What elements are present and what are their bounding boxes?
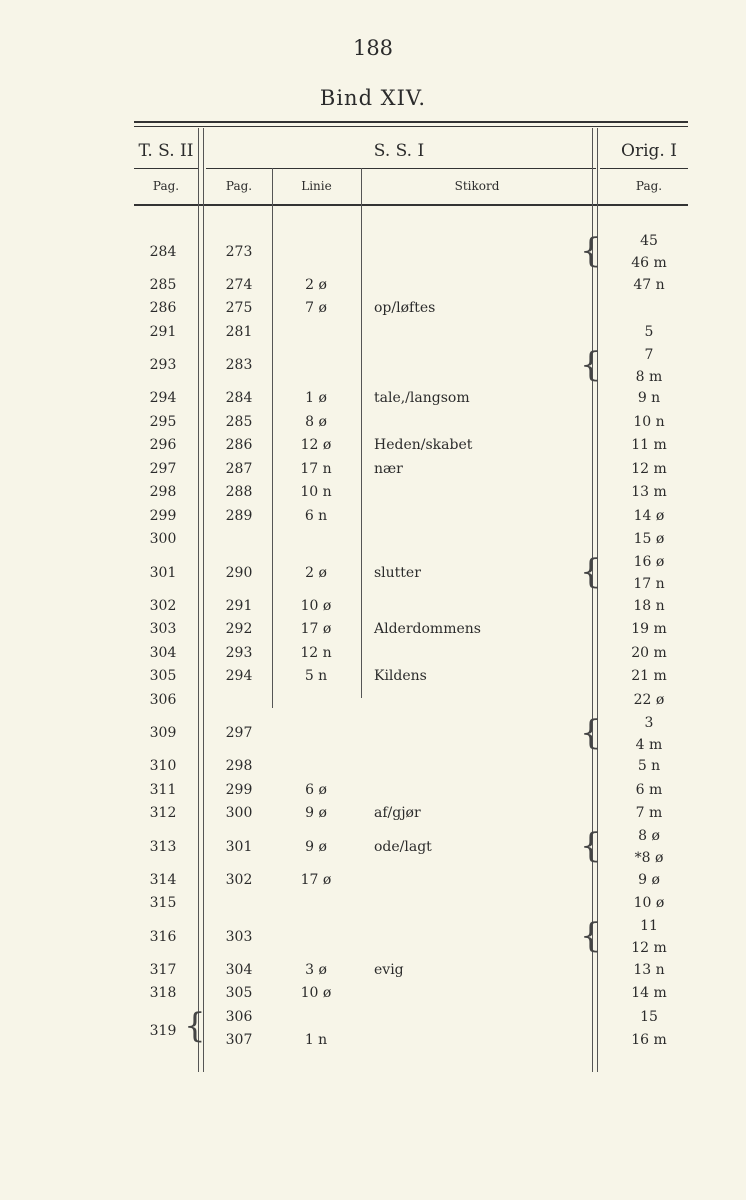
cell-ss-pag: 305: [225, 985, 253, 1002]
cell-orig-pag: 9 n: [637, 390, 661, 407]
cell-linie: 17 ø: [300, 621, 332, 638]
cell-ts-pag: 295: [149, 413, 177, 430]
cell-stikord: nær: [374, 460, 403, 477]
cell-linie: 2 ø: [305, 564, 327, 581]
cell-orig-pag: 13 n: [633, 961, 665, 978]
cell-ss-pag: 289: [225, 507, 253, 524]
cell-stikord: op/løftes: [374, 300, 436, 317]
cell-orig-pag: 9 ø: [638, 871, 660, 888]
cell-ss-pag: 298: [225, 758, 253, 775]
cell-orig-pag: 8 m: [635, 368, 663, 385]
cell-linie: 1 ø: [305, 390, 327, 407]
cell-orig-pag: 22 ø: [633, 691, 665, 708]
brace-mark: {: [580, 712, 602, 753]
cell-ts-pag: 291: [149, 323, 177, 340]
cell-ts-pag: 319: [149, 1022, 177, 1039]
cell-linie: 1 n: [304, 1032, 328, 1049]
cell-stikord: af/gjør: [374, 805, 421, 822]
cell-ts-pag: 298: [149, 484, 177, 501]
group-header-ts: T. S. II: [138, 141, 194, 161]
cell-ss-pag: 302: [225, 871, 253, 888]
cell-stikord: evig: [374, 961, 404, 978]
cell-ts-pag: 303: [149, 621, 177, 638]
cell-linie: 6 n: [304, 507, 328, 524]
cell-ss-pag: 303: [225, 928, 253, 945]
cell-linie: 7 ø: [305, 300, 327, 317]
col-header-linie: Linie: [301, 179, 332, 193]
group-header-orig: Orig. I: [621, 141, 677, 161]
cell-orig-pag: 20 m: [631, 644, 667, 661]
cell-ts-pag: 310: [149, 758, 177, 775]
cell-ss-pag: 287: [225, 460, 253, 477]
cell-orig-pag: 46 m: [631, 255, 667, 271]
cell-stikord: Heden/skabet: [374, 437, 473, 454]
cell-ts-pag: 294: [149, 390, 177, 407]
cell-orig-pag: 10 n: [633, 413, 665, 430]
cell-linie: 3 ø: [305, 961, 327, 978]
cell-ts-pag: 318: [149, 985, 177, 1002]
cell-ts-pag: 299: [149, 507, 177, 524]
cell-ss-pag: 292: [225, 621, 253, 638]
cell-orig-pag: 5: [644, 323, 654, 340]
cell-ss-pag: 288: [225, 484, 253, 501]
cell-ss-pag: 290: [225, 564, 253, 581]
cell-orig-pag: 14 ø: [633, 507, 665, 524]
brace-mark: {: [580, 916, 602, 956]
cell-orig-pag: 12 m: [631, 460, 667, 477]
cell-orig-pag: 12 m: [631, 940, 667, 956]
cell-ts-pag: 316: [149, 928, 177, 945]
cell-linie: 17 n: [300, 460, 332, 477]
cell-linie: 9 ø: [305, 838, 327, 855]
cell-ts-pag: 311: [149, 781, 177, 798]
cell-orig-pag: 17 n: [633, 576, 665, 592]
cell-ss-pag: 299: [225, 781, 253, 798]
group-header-ss: S. S. I: [373, 141, 425, 161]
page-number: 188: [352, 36, 394, 60]
cell-ts-pag: 302: [149, 597, 177, 614]
col-header-stikord: Stikord: [454, 179, 500, 193]
cell-ss-pag: 306: [225, 1008, 253, 1025]
cell-ss-pag: 273: [225, 243, 253, 260]
brace-mark: {: [580, 826, 602, 866]
col-header-orig-pag: Pag.: [635, 179, 663, 193]
cell-ts-pag: 286: [149, 300, 177, 317]
cell-stikord: ode/lagt: [374, 838, 432, 855]
cell-orig-pag: 4 m: [635, 736, 663, 753]
cell-ts-pag: 296: [149, 437, 177, 454]
cell-ts-pag: 284: [149, 243, 177, 260]
cell-linie: 6 ø: [305, 781, 327, 798]
brace-mark: {: [184, 1006, 206, 1046]
cell-orig-pag: 7: [644, 346, 654, 363]
cell-ts-pag: 305: [149, 668, 177, 685]
cell-orig-pag: 47 n: [633, 276, 665, 293]
brace-mark: {: [580, 344, 602, 385]
cell-ss-pag: 274: [225, 276, 253, 293]
cell-ts-pag: 285: [149, 276, 177, 293]
cell-ts-pag: 317: [149, 961, 177, 978]
cell-orig-pag: 11: [640, 918, 658, 934]
cell-ss-pag: 300: [225, 805, 253, 822]
page-title: Bind XIV.: [319, 86, 427, 110]
cell-ss-pag: 304: [225, 961, 253, 978]
cell-linie: 8 ø: [305, 413, 327, 430]
cell-ts-pag: 293: [149, 357, 177, 373]
cell-linie: 10 ø: [300, 985, 332, 1002]
cell-ss-pag: 286: [225, 437, 253, 454]
cell-linie: 17 ø: [300, 871, 332, 888]
cell-ts-pag: 312: [149, 805, 177, 822]
cell-ss-pag: 293: [225, 644, 253, 661]
cell-orig-pag: 19 m: [631, 621, 667, 638]
cell-orig-pag: 3: [644, 714, 654, 731]
brace-mark: {: [580, 231, 602, 271]
cell-ts-pag: 309: [149, 725, 177, 741]
cell-ss-pag: 283: [225, 357, 253, 373]
cell-ts-pag: 300: [149, 531, 177, 548]
cell-orig-pag: 16 m: [631, 1032, 667, 1049]
brace-mark: {: [580, 552, 602, 592]
cell-ts-pag: 315: [149, 895, 177, 912]
cell-orig-pag: 8 ø: [638, 828, 660, 844]
cell-orig-pag: 11 m: [631, 437, 667, 454]
cell-ss-pag: 297: [225, 725, 253, 741]
cell-ss-pag: 301: [225, 838, 253, 855]
cell-ss-pag: 284: [225, 390, 253, 407]
cell-orig-pag: 16 ø: [633, 554, 665, 570]
cell-ss-pag: 294: [225, 668, 253, 685]
cell-ts-pag: 301: [149, 564, 177, 581]
cell-ss-pag: 291: [225, 597, 253, 614]
cell-orig-pag: 6 m: [635, 781, 663, 798]
cell-linie: 12 n: [300, 644, 332, 661]
cell-ss-pag: 281: [225, 323, 253, 340]
cell-linie: 2 ø: [305, 276, 327, 293]
cell-orig-pag: 7 m: [635, 805, 663, 822]
col-header-ss-pag: Pag.: [225, 179, 253, 193]
cell-orig-pag: 15 ø: [633, 531, 665, 548]
cell-orig-pag: *8 ø: [634, 850, 664, 866]
cell-ts-pag: 314: [149, 871, 177, 888]
cell-orig-pag: 5 n: [637, 758, 661, 775]
col-header-ts-pag: Pag.: [152, 179, 180, 193]
cell-linie: 9 ø: [305, 805, 327, 822]
cell-linie: 12 ø: [300, 437, 332, 454]
cell-orig-pag: 18 n: [633, 597, 665, 614]
cell-orig-pag: 13 m: [631, 484, 667, 501]
cell-ts-pag: 304: [149, 644, 177, 661]
cell-orig-pag: 15: [640, 1008, 658, 1025]
cell-ts-pag: 306: [149, 691, 177, 708]
cell-ts-pag: 313: [149, 838, 177, 855]
cell-linie: 10 ø: [300, 597, 332, 614]
cell-orig-pag: 45: [640, 233, 658, 249]
cell-ss-pag: 307: [225, 1032, 253, 1049]
cell-linie: 5 n: [304, 668, 328, 685]
cell-orig-pag: 21 m: [631, 668, 667, 685]
cell-orig-pag: 10 ø: [633, 895, 665, 912]
cell-ts-pag: 297: [149, 460, 177, 477]
cell-stikord: Alderdommens: [374, 621, 481, 638]
cell-ss-pag: 275: [225, 300, 253, 317]
cell-stikord: slutter: [374, 564, 421, 581]
cell-ss-pag: 285: [225, 413, 253, 430]
cell-orig-pag: 14 m: [631, 985, 667, 1002]
cell-linie: 10 n: [300, 484, 332, 501]
cell-stikord: Kildens: [374, 668, 427, 685]
cell-stikord: tale,/langsom: [374, 390, 470, 407]
